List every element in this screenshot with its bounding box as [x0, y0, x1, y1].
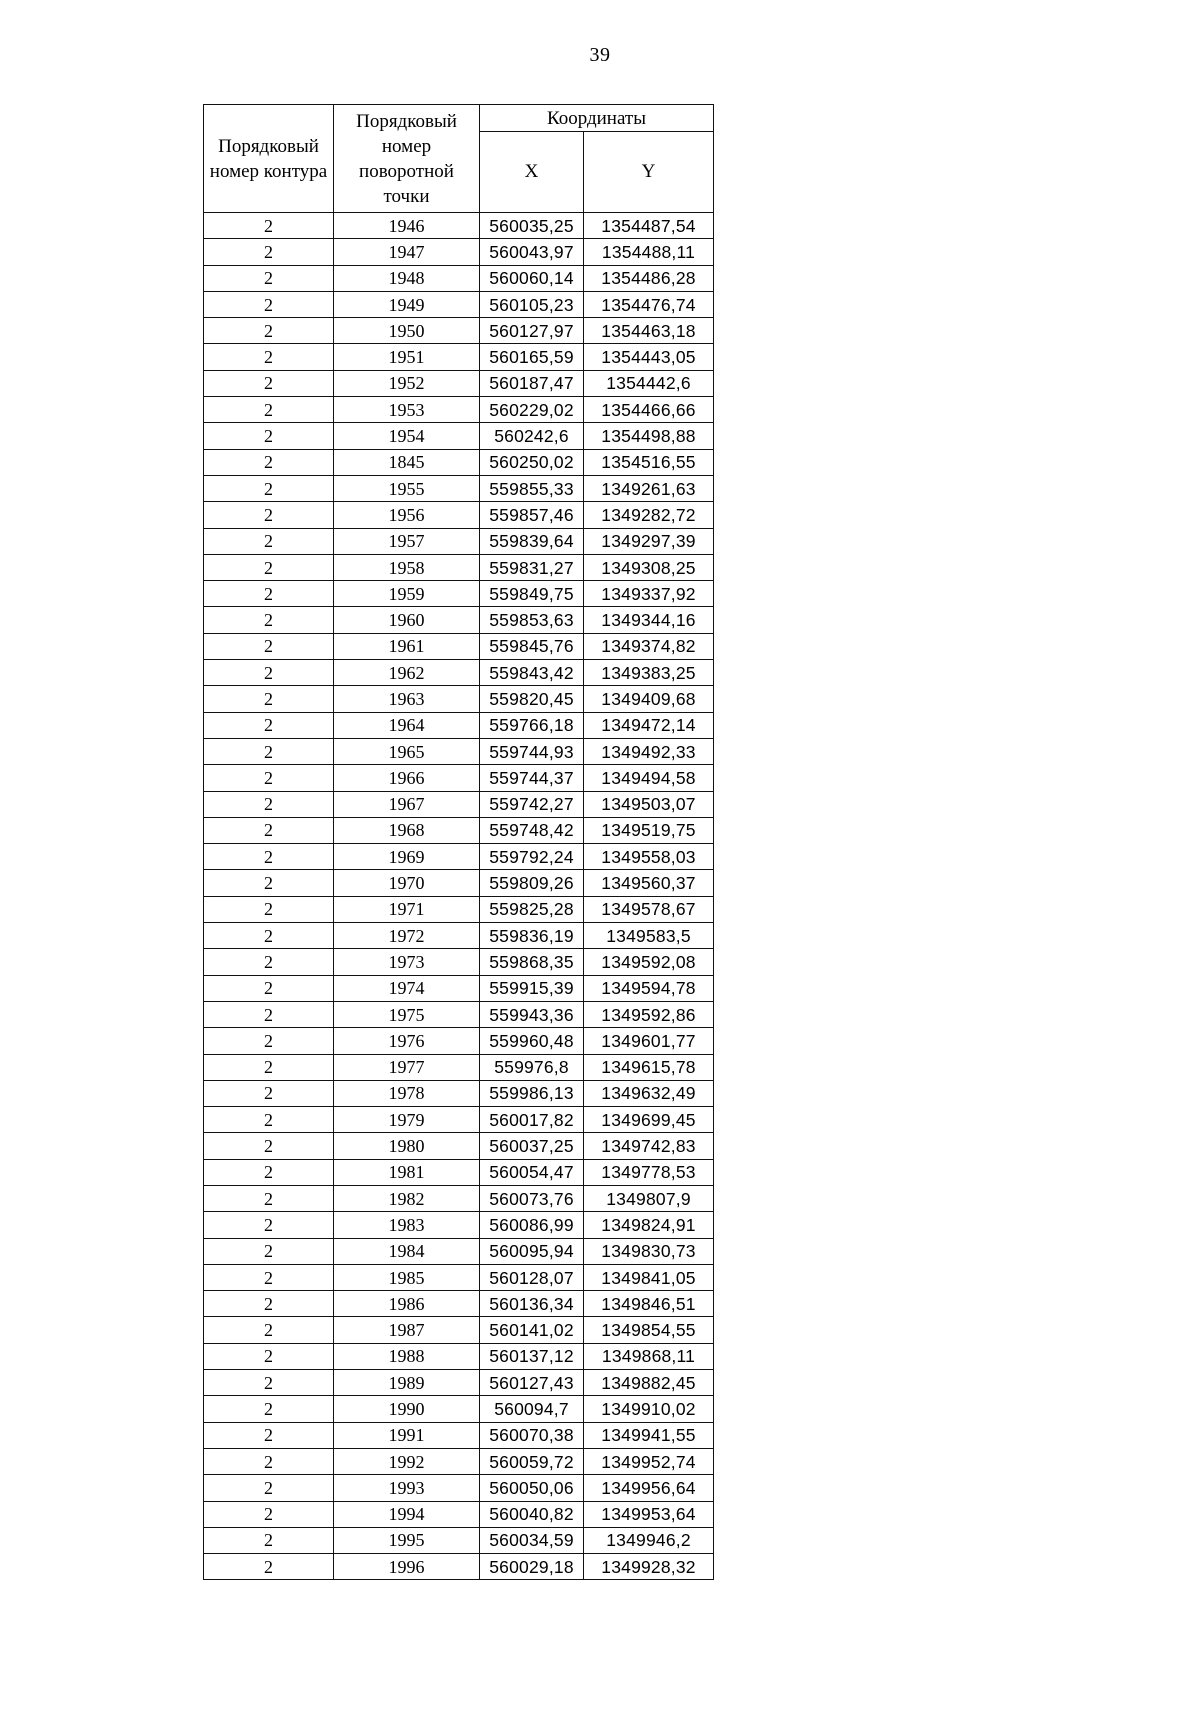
- table-row: [204, 1107, 714, 1133]
- table-row: [204, 844, 714, 870]
- cell-y: 1349519,75: [584, 817, 714, 843]
- cell-y: 1349560,37: [584, 870, 714, 896]
- cell-y: 1349503,07: [584, 791, 714, 817]
- cell-point-number: 1984: [334, 1238, 480, 1264]
- table-row: [204, 923, 714, 949]
- cell-contour-number: 2: [204, 686, 334, 712]
- cell-point-number: 1991: [334, 1422, 480, 1448]
- table-row: [204, 265, 714, 291]
- header-coordinates: Координаты: [480, 105, 714, 132]
- cell-x: 559766,18: [480, 712, 584, 738]
- cell-y: 1349492,33: [584, 738, 714, 764]
- cell-x: 560229,02: [480, 397, 584, 423]
- cell-point-number: 1972: [334, 923, 480, 949]
- table-row: [204, 581, 714, 607]
- cell-y: 1349854,55: [584, 1317, 714, 1343]
- cell-contour-number: 2: [204, 1028, 334, 1054]
- cell-x: 560250,02: [480, 449, 584, 475]
- cell-y: 1354476,74: [584, 291, 714, 317]
- cell-y: 1349601,77: [584, 1028, 714, 1054]
- table-body: [204, 213, 714, 1580]
- cell-y: 1349592,08: [584, 949, 714, 975]
- cell-y: 1349344,16: [584, 607, 714, 633]
- cell-x: 559915,39: [480, 975, 584, 1001]
- cell-point-number: 1988: [334, 1343, 480, 1369]
- cell-x: 559845,76: [480, 633, 584, 659]
- cell-contour-number: 2: [204, 896, 334, 922]
- table-row: [204, 475, 714, 501]
- cell-point-number: 1971: [334, 896, 480, 922]
- table-row: [204, 1238, 714, 1264]
- cell-contour-number: 2: [204, 1238, 334, 1264]
- cell-contour-number: 2: [204, 528, 334, 554]
- cell-contour-number: 2: [204, 291, 334, 317]
- cell-x: 559792,24: [480, 844, 584, 870]
- table-row: [204, 975, 714, 1001]
- table-row: [204, 370, 714, 396]
- cell-contour-number: 2: [204, 1554, 334, 1580]
- cell-x: 560128,07: [480, 1264, 584, 1290]
- cell-y: 1349261,63: [584, 475, 714, 501]
- cell-x: 559855,33: [480, 475, 584, 501]
- cell-point-number: 1989: [334, 1370, 480, 1396]
- cell-x: 560054,47: [480, 1159, 584, 1185]
- cell-contour-number: 2: [204, 1080, 334, 1106]
- cell-y: 1349941,55: [584, 1422, 714, 1448]
- table-row: [204, 1370, 714, 1396]
- cell-y: 1354463,18: [584, 318, 714, 344]
- cell-contour-number: 2: [204, 1133, 334, 1159]
- header-point-number: Порядковый номер поворотной точки: [334, 105, 480, 213]
- table-row: [204, 870, 714, 896]
- cell-x: 559857,46: [480, 502, 584, 528]
- cell-contour-number: 2: [204, 844, 334, 870]
- cell-point-number: 1980: [334, 1133, 480, 1159]
- table-row: [204, 817, 714, 843]
- cell-point-number: 1970: [334, 870, 480, 896]
- table-row: [204, 660, 714, 686]
- cell-contour-number: 2: [204, 1370, 334, 1396]
- cell-y: 1349952,74: [584, 1448, 714, 1474]
- cell-point-number: 1983: [334, 1212, 480, 1238]
- table-row: [204, 1554, 714, 1580]
- cell-point-number: 1973: [334, 949, 480, 975]
- cell-x: 559960,48: [480, 1028, 584, 1054]
- cell-point-number: 1961: [334, 633, 480, 659]
- table-row: [204, 712, 714, 738]
- cell-x: 560029,18: [480, 1554, 584, 1580]
- cell-y: 1349297,39: [584, 528, 714, 554]
- table-row: [204, 318, 714, 344]
- cell-x: 560070,38: [480, 1422, 584, 1448]
- cell-y: 1349910,02: [584, 1396, 714, 1422]
- cell-x: 560043,97: [480, 239, 584, 265]
- cell-y: 1349494,58: [584, 765, 714, 791]
- cell-point-number: 1976: [334, 1028, 480, 1054]
- table-row: [204, 1028, 714, 1054]
- cell-contour-number: 2: [204, 1527, 334, 1553]
- cell-y: 1349824,91: [584, 1212, 714, 1238]
- cell-point-number: 1958: [334, 554, 480, 580]
- cell-x: 559748,42: [480, 817, 584, 843]
- cell-point-number: 1953: [334, 397, 480, 423]
- cell-y: 1354466,66: [584, 397, 714, 423]
- cell-x: 560073,76: [480, 1185, 584, 1211]
- cell-y: 1349778,53: [584, 1159, 714, 1185]
- cell-contour-number: 2: [204, 1264, 334, 1290]
- cell-x: 560034,59: [480, 1527, 584, 1553]
- cell-x: 559849,75: [480, 581, 584, 607]
- cell-point-number: 1956: [334, 502, 480, 528]
- cell-y: 1349308,25: [584, 554, 714, 580]
- cell-point-number: 1992: [334, 1448, 480, 1474]
- cell-contour-number: 2: [204, 870, 334, 896]
- cell-point-number: 1977: [334, 1054, 480, 1080]
- page-number: 39: [589, 44, 611, 66]
- cell-y: 1349868,11: [584, 1343, 714, 1369]
- cell-x: 560060,14: [480, 265, 584, 291]
- table-row: [204, 1501, 714, 1527]
- table-row: [204, 502, 714, 528]
- cell-y: 1349383,25: [584, 660, 714, 686]
- cell-point-number: 1987: [334, 1317, 480, 1343]
- cell-point-number: 1845: [334, 449, 480, 475]
- cell-point-number: 1965: [334, 738, 480, 764]
- cell-point-number: 1957: [334, 528, 480, 554]
- cell-x: 559820,45: [480, 686, 584, 712]
- cell-x: 559943,36: [480, 1001, 584, 1027]
- table-row: [204, 1264, 714, 1290]
- cell-point-number: 1967: [334, 791, 480, 817]
- cell-y: 1349374,82: [584, 633, 714, 659]
- cell-contour-number: 2: [204, 791, 334, 817]
- cell-point-number: 1993: [334, 1475, 480, 1501]
- table-row: [204, 423, 714, 449]
- cell-point-number: 1950: [334, 318, 480, 344]
- table-row: [204, 528, 714, 554]
- table-row: [204, 1080, 714, 1106]
- cell-point-number: 1979: [334, 1107, 480, 1133]
- cell-contour-number: 2: [204, 423, 334, 449]
- cell-x: 560086,99: [480, 1212, 584, 1238]
- cell-x: 559744,37: [480, 765, 584, 791]
- cell-point-number: 1975: [334, 1001, 480, 1027]
- cell-point-number: 1962: [334, 660, 480, 686]
- cell-contour-number: 2: [204, 265, 334, 291]
- table-row: [204, 633, 714, 659]
- cell-contour-number: 2: [204, 1343, 334, 1369]
- cell-point-number: 1949: [334, 291, 480, 317]
- cell-x: 560165,59: [480, 344, 584, 370]
- cell-contour-number: 2: [204, 1185, 334, 1211]
- cell-point-number: 1966: [334, 765, 480, 791]
- cell-x: 560095,94: [480, 1238, 584, 1264]
- cell-contour-number: 2: [204, 1001, 334, 1027]
- header-contour-number: Порядковый номер контура: [204, 105, 334, 213]
- cell-y: 1349472,14: [584, 712, 714, 738]
- table-row: [204, 1396, 714, 1422]
- cell-y: 1349558,03: [584, 844, 714, 870]
- table-row: [204, 686, 714, 712]
- cell-contour-number: 2: [204, 765, 334, 791]
- table-row: [204, 765, 714, 791]
- cell-x: 560127,97: [480, 318, 584, 344]
- cell-y: 1349592,86: [584, 1001, 714, 1027]
- cell-point-number: 1996: [334, 1554, 480, 1580]
- cell-point-number: 1968: [334, 817, 480, 843]
- table-row: [204, 1212, 714, 1238]
- cell-point-number: 1978: [334, 1080, 480, 1106]
- cell-contour-number: 2: [204, 1054, 334, 1080]
- cell-y: 1349953,64: [584, 1501, 714, 1527]
- cell-y: 1349846,51: [584, 1291, 714, 1317]
- table-row: [204, 1527, 714, 1553]
- cell-point-number: 1985: [334, 1264, 480, 1290]
- table-row: [204, 239, 714, 265]
- cell-point-number: 1990: [334, 1396, 480, 1422]
- cell-contour-number: 2: [204, 923, 334, 949]
- cell-contour-number: 2: [204, 1212, 334, 1238]
- cell-x: 559986,13: [480, 1080, 584, 1106]
- table-row: [204, 1001, 714, 1027]
- table-row: [204, 397, 714, 423]
- cell-y: 1349807,9: [584, 1185, 714, 1211]
- cell-point-number: 1951: [334, 344, 480, 370]
- cell-contour-number: 2: [204, 738, 334, 764]
- cell-x: 560050,06: [480, 1475, 584, 1501]
- cell-x: 559976,8: [480, 1054, 584, 1080]
- cell-y: 1349282,72: [584, 502, 714, 528]
- table-row: [204, 607, 714, 633]
- cell-point-number: 1960: [334, 607, 480, 633]
- cell-x: 559839,64: [480, 528, 584, 554]
- cell-contour-number: 2: [204, 370, 334, 396]
- cell-x: 560059,72: [480, 1448, 584, 1474]
- coordinates-table: [203, 104, 714, 1580]
- cell-contour-number: 2: [204, 502, 334, 528]
- cell-point-number: 1964: [334, 712, 480, 738]
- cell-point-number: 1981: [334, 1159, 480, 1185]
- cell-x: 560141,02: [480, 1317, 584, 1343]
- cell-contour-number: 2: [204, 607, 334, 633]
- cell-y: 1349956,64: [584, 1475, 714, 1501]
- table-row: [204, 291, 714, 317]
- table-row: [204, 896, 714, 922]
- cell-contour-number: 2: [204, 660, 334, 686]
- cell-x: 560242,6: [480, 423, 584, 449]
- cell-x: 560136,34: [480, 1291, 584, 1317]
- cell-contour-number: 2: [204, 975, 334, 1001]
- table-row: [204, 213, 714, 239]
- cell-x: 559742,27: [480, 791, 584, 817]
- table-row: [204, 1133, 714, 1159]
- cell-y: 1349632,49: [584, 1080, 714, 1106]
- cell-contour-number: 2: [204, 1475, 334, 1501]
- cell-x: 559809,26: [480, 870, 584, 896]
- cell-x: 560105,23: [480, 291, 584, 317]
- cell-y: 1349583,5: [584, 923, 714, 949]
- cell-point-number: 1946: [334, 213, 480, 239]
- cell-contour-number: 2: [204, 1159, 334, 1185]
- header-y: Y: [584, 132, 714, 213]
- table-row: [204, 1159, 714, 1185]
- cell-contour-number: 2: [204, 449, 334, 475]
- table-header: [204, 105, 714, 213]
- cell-y: 1349594,78: [584, 975, 714, 1001]
- cell-y: 1349699,45: [584, 1107, 714, 1133]
- cell-x: 560035,25: [480, 213, 584, 239]
- cell-x: 559744,93: [480, 738, 584, 764]
- cell-y: 1354487,54: [584, 213, 714, 239]
- cell-y: 1349742,83: [584, 1133, 714, 1159]
- cell-contour-number: 2: [204, 213, 334, 239]
- table-row: [204, 1185, 714, 1211]
- cell-x: 559853,63: [480, 607, 584, 633]
- cell-y: 1349409,68: [584, 686, 714, 712]
- table-row: [204, 1448, 714, 1474]
- cell-x: 559836,19: [480, 923, 584, 949]
- cell-point-number: 1963: [334, 686, 480, 712]
- cell-point-number: 1947: [334, 239, 480, 265]
- table-row: [204, 949, 714, 975]
- cell-contour-number: 2: [204, 1317, 334, 1343]
- cell-x: 560094,7: [480, 1396, 584, 1422]
- cell-y: 1354488,11: [584, 239, 714, 265]
- cell-point-number: 1952: [334, 370, 480, 396]
- cell-contour-number: 2: [204, 712, 334, 738]
- cell-contour-number: 2: [204, 633, 334, 659]
- table-row: [204, 1422, 714, 1448]
- cell-y: 1349928,32: [584, 1554, 714, 1580]
- cell-x: 559868,35: [480, 949, 584, 975]
- cell-contour-number: 2: [204, 1396, 334, 1422]
- cell-point-number: 1948: [334, 265, 480, 291]
- table-row: [204, 1475, 714, 1501]
- cell-y: 1349615,78: [584, 1054, 714, 1080]
- cell-contour-number: 2: [204, 397, 334, 423]
- cell-point-number: 1955: [334, 475, 480, 501]
- table-row: [204, 1291, 714, 1317]
- cell-point-number: 1974: [334, 975, 480, 1001]
- cell-contour-number: 2: [204, 581, 334, 607]
- cell-contour-number: 2: [204, 1107, 334, 1133]
- cell-contour-number: 2: [204, 1291, 334, 1317]
- cell-x: 560017,82: [480, 1107, 584, 1133]
- cell-y: 1354486,28: [584, 265, 714, 291]
- cell-contour-number: 2: [204, 949, 334, 975]
- cell-point-number: 1994: [334, 1501, 480, 1527]
- cell-point-number: 1986: [334, 1291, 480, 1317]
- table-row: [204, 1054, 714, 1080]
- cell-x: 560137,12: [480, 1343, 584, 1369]
- table-row: [204, 1317, 714, 1343]
- cell-contour-number: 2: [204, 817, 334, 843]
- cell-x: 560040,82: [480, 1501, 584, 1527]
- cell-point-number: 1982: [334, 1185, 480, 1211]
- cell-x: 560187,47: [480, 370, 584, 396]
- table-row: [204, 344, 714, 370]
- cell-point-number: 1954: [334, 423, 480, 449]
- cell-y: 1349946,2: [584, 1527, 714, 1553]
- cell-y: 1349337,92: [584, 581, 714, 607]
- cell-contour-number: 2: [204, 318, 334, 344]
- cell-y: 1354498,88: [584, 423, 714, 449]
- table-row: [204, 791, 714, 817]
- cell-x: 559843,42: [480, 660, 584, 686]
- cell-x: 560037,25: [480, 1133, 584, 1159]
- header-x: X: [480, 132, 584, 213]
- cell-y: 1349882,45: [584, 1370, 714, 1396]
- cell-contour-number: 2: [204, 344, 334, 370]
- cell-contour-number: 2: [204, 1501, 334, 1527]
- cell-y: 1354443,05: [584, 344, 714, 370]
- cell-point-number: 1969: [334, 844, 480, 870]
- cell-contour-number: 2: [204, 239, 334, 265]
- cell-x: 559825,28: [480, 896, 584, 922]
- cell-x: 559831,27: [480, 554, 584, 580]
- cell-contour-number: 2: [204, 1422, 334, 1448]
- table-row: [204, 738, 714, 764]
- table-row: [204, 1343, 714, 1369]
- cell-y: 1349830,73: [584, 1238, 714, 1264]
- cell-point-number: 1959: [334, 581, 480, 607]
- cell-x: 560127,43: [480, 1370, 584, 1396]
- cell-y: 1354442,6: [584, 370, 714, 396]
- cell-point-number: 1995: [334, 1527, 480, 1553]
- table-row: [204, 554, 714, 580]
- cell-y: 1354516,55: [584, 449, 714, 475]
- table-row: [204, 449, 714, 475]
- cell-contour-number: 2: [204, 475, 334, 501]
- cell-contour-number: 2: [204, 554, 334, 580]
- cell-y: 1349578,67: [584, 896, 714, 922]
- cell-y: 1349841,05: [584, 1264, 714, 1290]
- cell-contour-number: 2: [204, 1448, 334, 1474]
